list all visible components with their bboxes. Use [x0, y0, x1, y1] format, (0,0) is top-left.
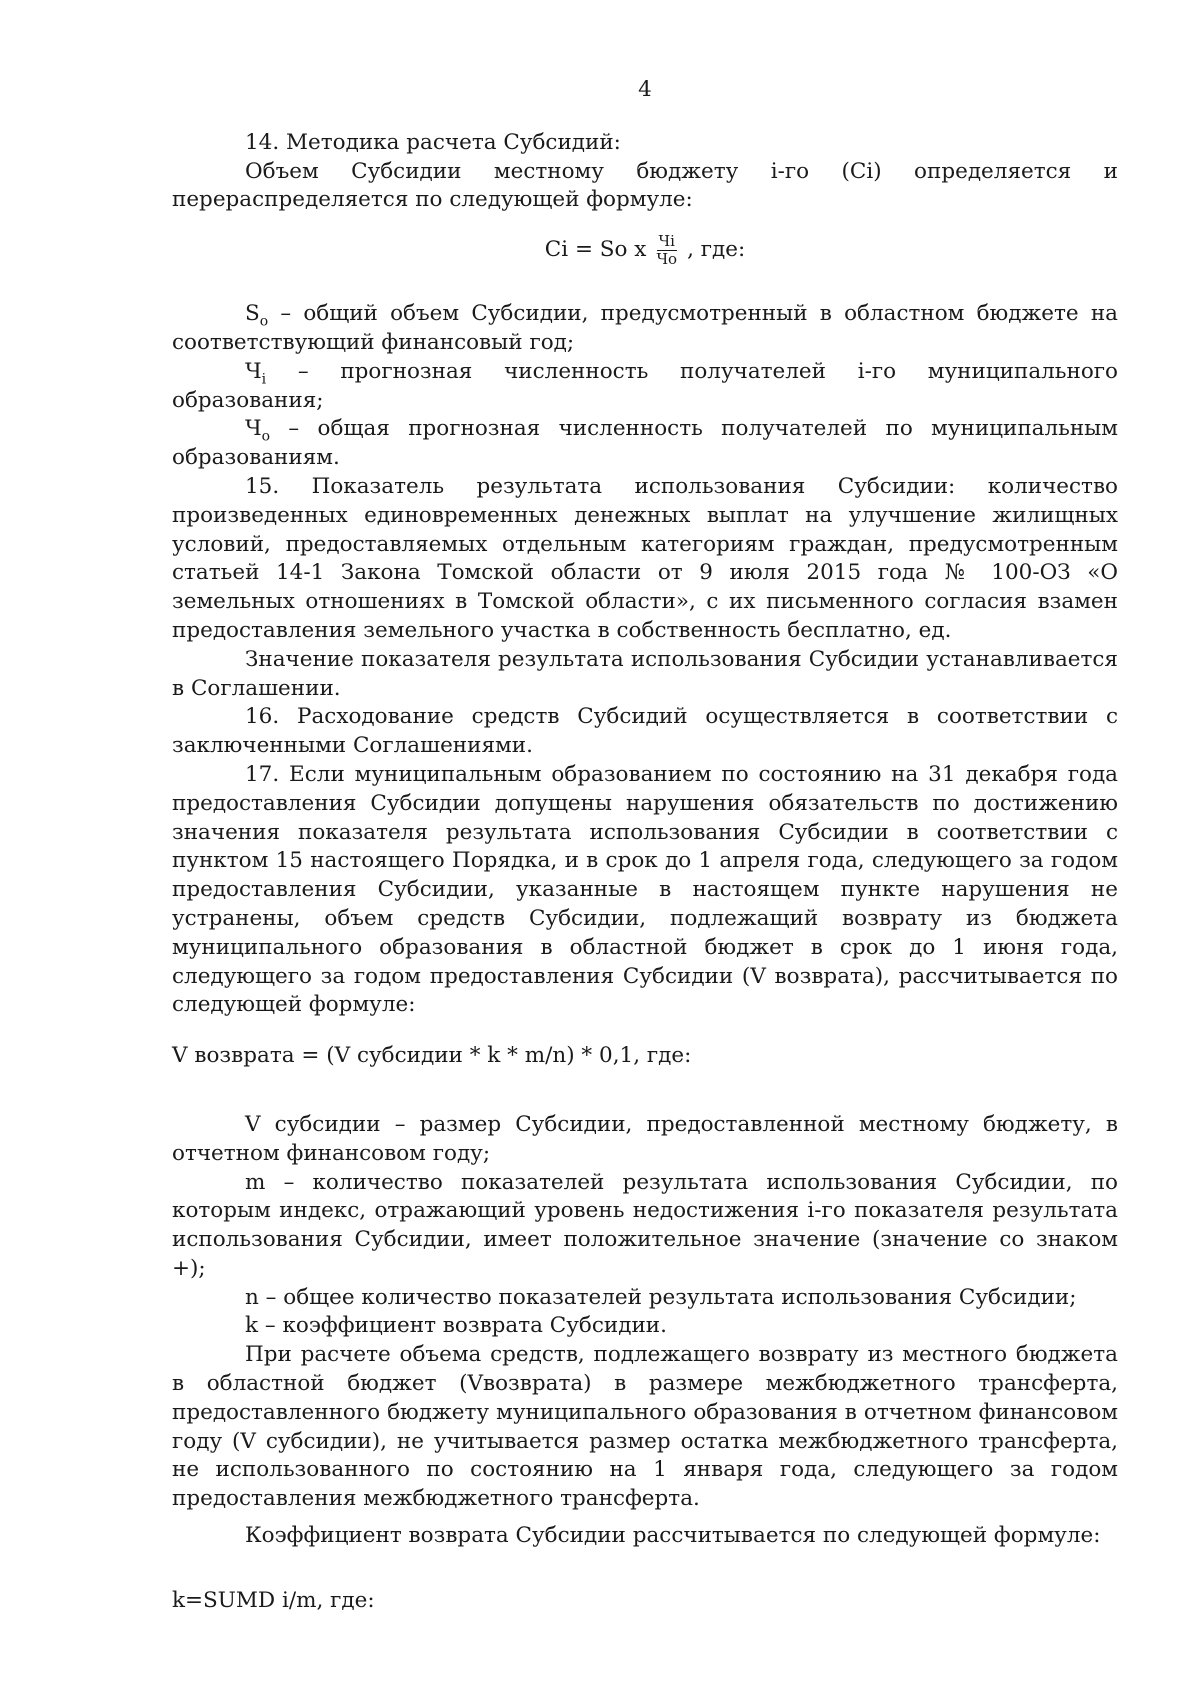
definition-k: k – коэффициент возврата Субсидии.	[245, 1313, 667, 1339]
coefficient-paragraph: Коэффициент возврата Субсидии рассчитывается по следующей формуле:	[245, 1523, 1101, 1549]
section-15-value-paragraph: Значение показателя результата использования Субсидии устанавливается в Соглашении.	[172, 646, 1118, 701]
definition-cho-text: – общая прогнозная численность получателей по муниципальным образованиям.	[172, 416, 1118, 471]
definition-so	[172, 300, 1118, 358]
formula-ci-numerator: Чi	[658, 232, 675, 251]
formula-k: k=SUMD i/m, где:	[172, 1587, 375, 1613]
section-14-heading: 14. Методика расчета Субсидий:	[245, 129, 621, 155]
definition-chi-text: – прогнозная численность получателей i-го муниципального образования;	[172, 358, 1118, 413]
definition-cho-subscript: o	[261, 428, 271, 445]
page-content	[172, 76, 1118, 1616]
section-16-paragraph: 16. Расходование средств Субсидий осуществляется в соответствии с заключенными Соглашениями.	[172, 704, 1118, 759]
definition-so-subscript: o	[259, 313, 269, 330]
formula-ci-fraction	[654, 233, 679, 268]
definition-cho-symbol: Ч	[245, 416, 262, 442]
section-17-paragraph: 17. Если муниципальным образованием по состоянию на 31 декабря года предоставления Субсидии допущены нарушения обязательств по достижению значения показателя результата использования Субсидии в соответствии с пунктом 15 настоящего Порядка, и в срок до 1 апреля года, следующего за годом предоставления Субсидии, указанные в настоящем пункте нарушения не устранены, объем средств Субсидии, подлежащий возврату из бюджета муниципального образования в областной бюджет в срок до 1 июня года, следующего за годом предоставления Субсидии (V возврата), рассчитывается по следующей формуле:	[172, 761, 1118, 1018]
definition-so-symbol: S	[245, 301, 260, 327]
definition-chi-symbol: Ч	[245, 358, 262, 384]
formula-ci-denominator: Чo	[656, 250, 678, 269]
formula-ci-lhs: Ci = So x	[544, 237, 647, 263]
calculation-note-paragraph: При расчете объема средств, подлежащего возврату из местного бюджета в областной бюджет (Vвозврата) в размере межбюджетного трансферта, предоставленного бюджету муниципального образования в отчетном финансовом году (V субсидии), не учитывается размер остатка межбюджетного трансферта, не использованного по состоянию на 1 января года, следующего за годом предоставления межбюджетного трансферта.	[172, 1342, 1118, 1512]
definition-so-text: – общий объем Субсидии, предусмотренный в областном бюджете на соответствующий финансовый год;	[172, 301, 1118, 355]
formula-v-return: V возврата = (V субсидии * k * m/n) * 0,1, где:	[172, 1043, 692, 1069]
section-15-paragraph: 15. Показатель результата использования Субсидии: количество произведенных единовременных денежных выплат на улучшение жилищных условий, предоставляемых отдельным категориям граждан, предусмотренным статьей 14-1 Закона Томской области от 9 июля 2015 года № 100-ОЗ «О земельных отношениях в Томской области», с их письменного согласия взамен предоставления земельного участка в собственность бесплатно, ед.	[172, 473, 1118, 643]
page-number: 4	[638, 77, 652, 102]
definition-chi	[172, 358, 1118, 416]
definition-n: n – общее количество показателей результата использования Субсидии;	[245, 1284, 1077, 1310]
definition-v-subsidy: V субсидии – размер Субсидии, предоставленной местному бюджету, в отчетном финансовом году;	[172, 1111, 1118, 1166]
formula-ci-suffix: , где:	[687, 237, 746, 263]
formula-ci	[172, 233, 1118, 268]
definition-m: m – количество показателей результата использования Субсидии, по которым индекс, отражающий уровень недостижения i-го показателя результата использования Субсидии, имеет положительное значение (значение со знаком +);	[172, 1169, 1118, 1281]
definition-chi-subscript: i	[261, 371, 267, 388]
subsidy-volume-paragraph: Объем Субсидии местному бюджету i-го (Ci) определяется и перераспределяется по следующей формуле:	[172, 158, 1118, 213]
definition-cho	[172, 415, 1118, 473]
